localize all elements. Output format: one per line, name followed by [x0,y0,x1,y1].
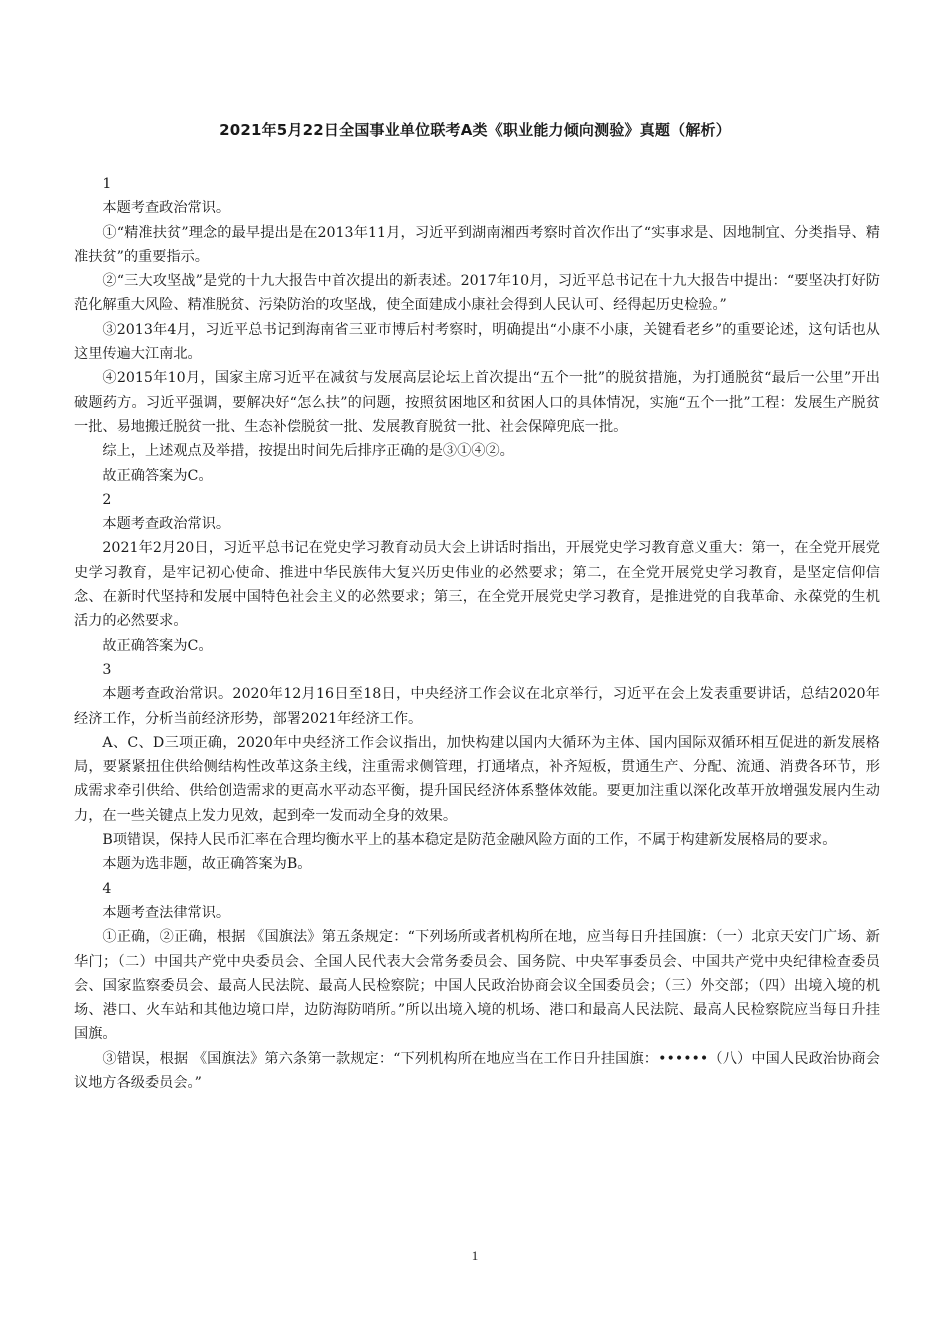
paragraph: ③2013年4月，习近平总书记到海南省三亚市博后村考察时，明确提出“小康不小康，关键看老乡”的重要论述，这句话也从这里传遍大江南北。 [74,321,880,363]
answer-line: 本题为选非题，故正确答案为B。 [102,856,312,873]
paragraph: B项错误，保持人民币汇率在合理均衡水平上的基本稳定是防范金融风险方面的工作，不属于构建新发展格局的要求。 [102,832,837,849]
paragraph: 本题考查法律常识。 [102,904,231,921]
paragraph: ①正确，②正确，根据 《国旗法》第五条规定：“下列场所或者机构所在地，应当每日升挂国旗：（一）北京天安门广场、新华门；（二）中国共产党中央委员会、全国人民代表大会常务委员会、国务院、中央军事委员会、中国共产党中央纪律检查委员会、国家监察委员会、最高人民法院、最高人民检察院；中国人民政治协商会议全国委员会；（三）外交部；（四）出境入境的机场、港口、火车站和其他边境口岸，边防海防哨所。”所以出境入境的机场、港口和最高人民法院、最高人民检察院应当每日升挂国旗。 [74,929,880,1043]
paragraph: ①“精准扶贫”理念的最早提出是在2013年11月，习近平到湖南湘西考察时首次作出了“实事求是、因地制宜、分类指导、精准扶贫”的重要指示。 [74,224,880,265]
paragraph: ②“三大攻坚战”是党的十九大报告中首次提出的新表述。2017年10月，习近平总书记在十九大报告中提出：“要坚决打好防范化解重大风险、精准脱贫、污染防治的攻坚战，使全面建成小康社会得到人民认可、经得起历史检验。” [74,273,880,314]
paragraph: 2021年2月20日，习近平总书记在党史学习教育动员大会上讲话时指出，开展党史学习教育意义重大：第一，在全党开展党史学习教育，是牢记初心使命、推进中华民族伟大复兴历史伟业的必然要求；第二，在全党开展党史学习教育，是坚定信仰信念、在新时代坚持和发展中国特色社会主义的必然要求；第三，在全党开展党史学习教育，是推进党的自我革命、永葆党的生机活力的必然要求。 [74,540,880,630]
paragraph: ③错误，根据 《国旗法》第六条第一款规定：“下列机构所在地应当在工作日升挂国旗：••••••（八）中国人民政治协商会议地方各级委员会。” [74,1050,880,1091]
paragraph: 本题考查政治常识。 [102,200,231,217]
paragraph: A、C、D三项正确，2020年中央经济工作会议指出，加快构建以国内大循环为主体、国内国际双循环相互促进的新发展格局，要紧紧扭住供给侧结构性改革这条主线，注重需求侧管理，打通堵点，补齐短板，贯通生产、分配、流通、消费各环节，形成需求牵引供给、供给创造需求的更高水平动态平衡，提升国民经济体系整体效能。要更加注重以深化改革开放增强发展内生动力，在一些关键点上发力见效，起到牵一发而动全身的效果。 [74,734,880,824]
paragraph: 综上，上述观点及举措，按提出时间先后排序正确的是③①④②。 [102,443,514,460]
answer-line: 故正确答案为C。 [102,637,213,654]
paragraph: 本题考查政治常识。 [102,516,231,533]
question-number: 3 [102,661,112,678]
document-body [74,172,880,1095]
document-title: 2021年5月22日全国事业单位联考A类《职业能力倾向测验》真题（解析） [219,121,731,139]
answer-line: 故正确答案为C。 [102,467,213,484]
question-number: 4 [102,880,112,897]
question-number: 1 [102,176,112,192]
paragraph: ④2015年10月，国家主席习近平在减贫与发展高层论坛上首次提出“五个一批”的脱贫措施，为打通脱贫“最后一公里”开出破题药方。习近平强调，要解决好“怎么扶”的问题，按照贫困地区和贫困人口的具体情况，实施“五个一批”工程：发展生产脱贫一批、易地搬迁脱贫一批、生态补偿脱贫一批、发展教育脱贫一批、社会保障兜底一批。 [74,370,880,435]
paragraph: 本题考查政治常识。2020年12月16日至18日，中央经济工作会议在北京举行，习近平在会上发表重要讲话，总结2020年经济工作，分析当前经济形势，部署2021年经济工作。 [74,686,880,727]
page-number: 1 [471,1248,479,1263]
question-number: 2 [102,491,112,508]
